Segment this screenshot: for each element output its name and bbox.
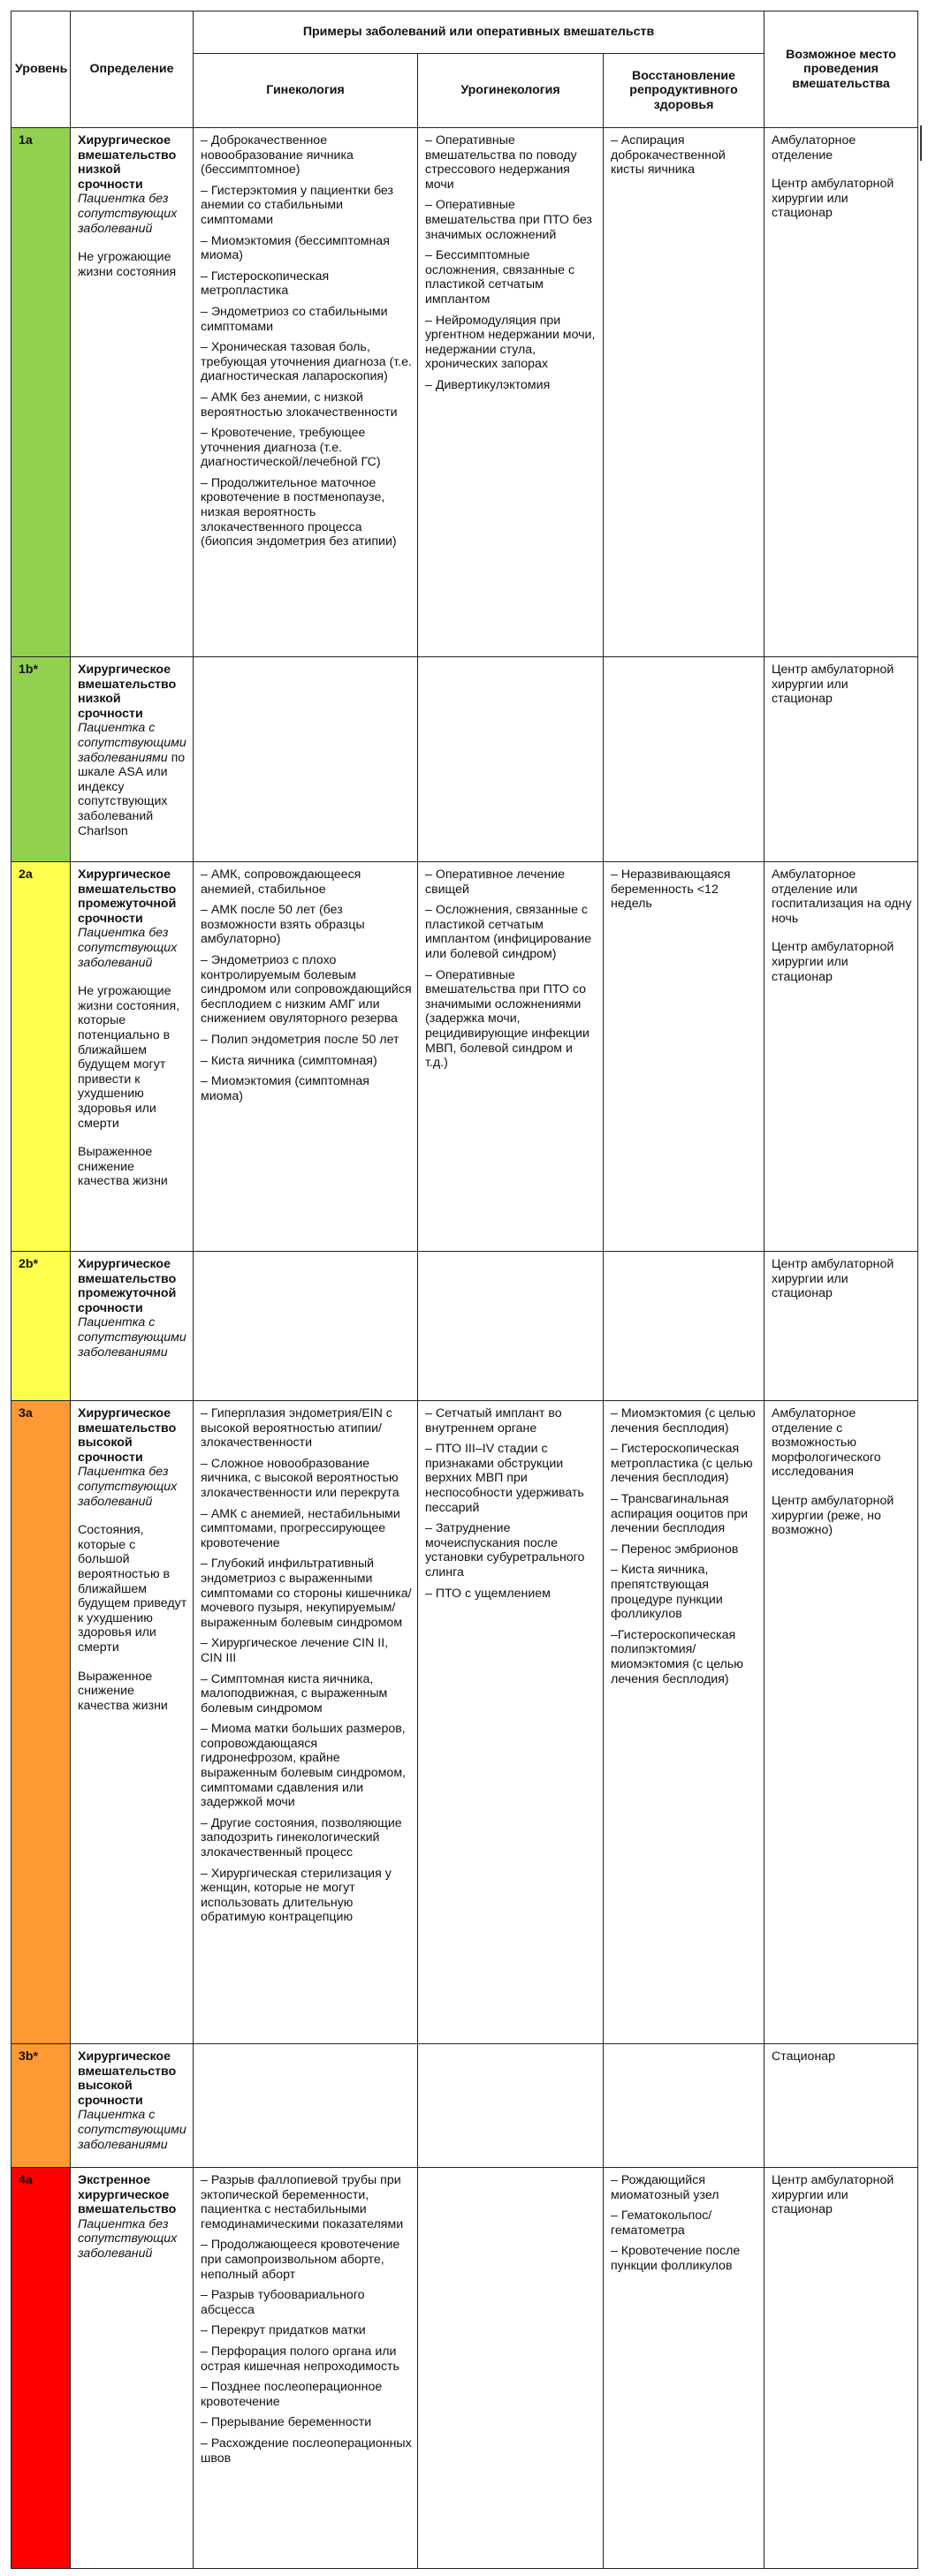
urogynecology-cell [418,657,604,862]
definition-subtitle [78,192,187,236]
gynecology-cell [194,1252,418,1401]
list-item: – Осложнения, связанные с пластикой сетчатым имплантом (инфицирование или болевой синдром) [425,903,592,961]
reproductive-cell [604,657,764,862]
list-item: – Глубокий инфильтративный эндометриоз с выраженными симптомами со стороны кишечника/мочевого пузыря, некупируемым/выраженным болевым синдромом [201,1557,412,1630]
list-item: – Перфорация полого органа или острая кишечная непроходимость [201,2344,399,2374]
level-cell: 3a [11,1401,71,2044]
list-item: – Оперативные вмешательства по поводу стрессового недержания мочи [425,133,577,192]
comorbidity-label: Пациентка без сопутствующих заболеваний [78,1465,178,1509]
definition-subtitle [78,1465,187,1509]
list-item: – Эндометриоз со стабильными симптомами [201,304,388,334]
list-item: – Трансвагинальная аспирация ооцитов при лечении бесплодия [611,1491,749,1536]
place-cell [764,2044,918,2168]
list-item: – Бессимптомные осложнения, связанные с пластикой сетчатым имплантом [425,248,575,307]
list-item: – Разрыв тубоовариального абсцесса [201,2288,365,2317]
place-item: Центр амбулаторной хирургии или стационар [772,1257,894,1301]
list-item: – АМК после 50 лет (без возможности взять образцы амбулаторно) [201,903,365,947]
comorbidity-detail: по шкале ASA или индексу сопутствующих заболеваний Charlson [78,750,186,838]
list-item: – АМК, сопровождающееся анемией, стабильное [201,868,361,897]
header-examples-group: Примеры заболеваний или оперативных вмешательств [194,11,764,54]
comorbidity-label: Пациентка с сопутствующими заболеваниями [78,1315,186,1360]
table-body [11,128,918,2569]
list-item: – Рождающийся миоматозный узел [611,2173,719,2202]
urogynecology-cell [418,2168,604,2569]
definition-title: Хирургическое вмешательство низкой срочности [78,133,177,192]
list-item: – Нейромодуляция при ургентном недержании мочи, недержании стула, хронических запорах [425,313,596,372]
gynecology-cell [194,128,418,657]
definition-title: Хирургическое вмешательство промежуточной срочности [78,1257,177,1315]
reproductive-cell [604,1401,764,2044]
list-item: – Полип эндометрия после 50 лет [201,1032,399,1047]
definition-title: Хирургическое вмешательство высокой срочности [78,2049,177,2108]
comorbidity-label: Пациентка с сопутствующими заболеваниями [78,2108,186,2152]
gynecology-cell [194,1401,418,2044]
definition-subtitle [78,721,187,838]
list-item: – Позднее послеоперационное кровотечение [201,2380,383,2409]
place-item: Центр амбулаторной хирургии или стационар [772,663,894,707]
list-item: – Перенос эмбрионов [611,1542,739,1557]
urogynecology-cell [418,862,604,1252]
place-cell [764,657,918,862]
header-place: Возможное место проведения вмешательства [764,11,918,128]
place-cell [764,1401,918,2044]
header-level: Уровень [11,11,71,128]
place-cell [764,2168,918,2569]
place-item: Центр амбулаторной хирургии или стационар [772,2173,894,2217]
definition-cell [71,657,194,862]
definition-subtitle [78,2108,187,2152]
definition-cell [71,1252,194,1401]
place-item: Центр амбулаторной хирургии (реже, но возможно) [772,1493,894,1538]
list-item: – Миома матки больших размеров, сопровождающаяся гидронефрозом, крайне выраженным болевым синдромом, симптомами сдавления или задержкой мочи [201,1722,407,1810]
list-item: – Перекрут придатков матки [201,2323,366,2338]
level-cell: 2a [11,862,71,1252]
list-item: – Миомэктомия (с целью лечения бесплодия) [611,1406,756,1436]
place-cell [764,1252,918,1401]
definition-title: Экстренное хирургическое вмешательство [78,2173,177,2217]
list-item: – Киста яичника, препятствующая процедуре пункции фолликулов [611,1563,723,1622]
definition-cell [71,2044,194,2168]
header-definition: Определение [71,11,194,128]
list-item: – Оперативное лечение свищей [425,868,566,897]
gynecology-cell [194,2044,418,2168]
table-row [11,1401,918,2044]
list-item: – Сложное новообразование яичника, с высокой вероятностью злокачественности или перекрута [201,1456,399,1500]
list-item: – Кровотечение после пункции фолликулов [611,2244,741,2273]
triage-table [11,11,918,2569]
list-item: – Гистероскопическая метропластика (с целью лечения бесплодия) [611,1442,753,1486]
table-row [11,2168,918,2569]
list-item: – Миомэктомия (бессимптомная миома) [201,233,390,263]
definition-note: Выраженное снижение качества жизни [78,1145,168,1189]
list-item: – Неразвивающаяся беременность <12 недель [611,868,731,912]
definition-note: Состояния, которые с большой вероятностью в ближайшем будущем приведут к ухудшению здоровья или смерти [78,1523,187,1655]
gynecology-cell [194,657,418,862]
definition-title: Хирургическое вмешательство промежуточной срочности [78,868,177,926]
definition-note: Не угрожающие жизни состояния, которые потенциально в ближайшем будущем могут привести к ухудшению здоровья или смерти [78,984,180,1131]
list-item: – Разрыв фаллопиевой трубы при эктопической беременности, пациентка с нестабильными гемодинамическими показателями [201,2173,404,2231]
scrollbar-marker [920,125,922,161]
definition-cell [71,128,194,657]
header-urogynecology: Урогинекология [418,54,604,128]
list-item: – Аспирация доброкачественной кисты яичника [611,133,726,178]
list-item: – АМК с анемией, нестабильными симптомами, прогрессирующее кровотечение [201,1506,400,1550]
urogynecology-cell [418,128,604,657]
list-item: – ПТО с ущемлением [425,1586,551,1601]
comorbidity-label: Пациентка с сопутствующими заболеваниями [78,721,186,765]
gynecology-cell [194,2168,418,2569]
place-item: Центр амбулаторной хирургии или стационар [772,177,894,221]
list-item: –Гистероскопическая полипэктомия/ миомэктомия (с целью лечения бесплодия) [611,1627,743,1686]
table-row [11,657,918,862]
list-item: – Оперативные вмешательства при ПТО без значимых осложнений [425,198,592,242]
definition-cell [71,2168,194,2569]
list-item: – Прерывание беременности [201,2415,372,2430]
place-cell [764,862,918,1252]
list-item: – ПТО III–IV стадии с признаками обструкции верхних МВП при неспособности удерживать пессарий [425,1442,584,1515]
list-item: – Хирургическое лечение CIN II, CIN III [201,1636,389,1665]
level-cell: 2b* [11,1252,71,1401]
list-item: – Доброкачественное новообразование яичника (бессимптомное) [201,133,354,178]
list-item: – Сетчатый имплант во внутреннем органе [425,1406,562,1436]
list-item: – Гиперплазия эндометрия/EIN с высокой вероятностью атипии/злокачественности [201,1406,392,1451]
list-item: – Оперативные вмешательства при ПТО со значимыми осложнениями (задержка мочи, рецидивирующие инфекции МВП, болевой синдром и т.д.) [425,967,590,1071]
list-item: – Продолжительное маточное кровотечение в постменопаузе, низкая вероятность злокачественного процесса (биопсия эндометрия без атипии) [201,475,397,549]
level-cell: 1a [11,128,71,657]
list-item: – Кровотечение, требующее уточнения диагноза (т.е. диагностической/лечебной ГС) [201,426,381,470]
place-item: Центр амбулаторной хирургии или стационар [772,940,894,984]
place-item: Амбулаторное отделение или госпитализация на одну ночь [772,868,912,926]
list-item: – Хирургическая стерилизация у женщин, которые не могут использовать длительную обратимую контрацепцию [201,1866,392,1925]
table-row [11,862,918,1252]
reproductive-cell [604,1252,764,1401]
list-item: – Продолжающееся кровотечение при самопроизвольном аборте, неполный аборт [201,2238,400,2282]
header-gynecology: Гинекология [194,54,418,128]
comorbidity-label: Пациентка без сопутствующих заболеваний [78,2216,178,2261]
reproductive-cell [604,128,764,657]
table-row [11,128,918,657]
definition-cell [71,862,194,1252]
urogynecology-cell [418,1401,604,2044]
reproductive-cell [604,2044,764,2168]
reproductive-cell [604,2168,764,2569]
reproductive-cell [604,862,764,1252]
level-cell: 3b* [11,2044,71,2168]
definition-note: Выраженное снижение качества жизни [78,1669,168,1713]
level-cell: 1b* [11,657,71,862]
list-item: – Киста яичника (симптомная) [201,1053,377,1068]
list-item: – Эндометриоз с плохо контролируемым болевым синдромом или сопровождающийся бесплодием с низким АМГ или снижением овуляторного резерва [201,952,412,1027]
list-item: – Затруднение мочеиспускания после установки субуретрального слинга [425,1521,585,1580]
place-cell [764,128,918,657]
comorbidity-label: Пациентка без сопутствующих заболеваний [78,192,178,236]
definition-note: Не угрожающие жизни состояния [78,250,177,279]
header-reproductive: Восстановление репродуктивного здоровья [604,54,764,128]
list-item: – Другие состояния, позволяющие заподозрить гинекологический злокачественный процесс [201,1815,402,1860]
definition-subtitle [78,926,187,970]
comorbidity-label: Пациентка без сопутствующих заболеваний [78,926,178,970]
table-row [11,2044,918,2168]
list-item: – Гистероскопическая метропластика [201,269,330,299]
list-item: – Хроническая тазовая боль, требующая уточнения диагноза (т.е. диагностическая лапароскопия) [201,340,412,384]
level-cell: 4a [11,2168,71,2569]
place-item: Амбулаторное отделение [772,133,856,163]
urogynecology-cell [418,1252,604,1401]
definition-title: Хирургическое вмешательство низкой срочности [78,663,177,721]
definition-cell [71,1401,194,2044]
list-item: – Гистерэктомия у пациентки без анемии со стабильными симптомами [201,183,393,227]
list-item: – Гематокольпос/ гематометра [611,2209,712,2238]
place-item: Амбулаторное отделение с возможностью морфологического исследования [772,1406,881,1480]
definition-subtitle [78,2217,187,2262]
place-item: Стационар [772,2049,836,2064]
list-item: – АМК без анемии, с низкой вероятностью злокачественности [201,390,398,420]
urogynecology-cell [418,2044,604,2168]
list-item: – Симптомная киста яичника, малоподвижная, с выраженным болевым синдромом [201,1671,388,1716]
list-item: – Дивертикулэктомия [425,377,551,392]
list-item: – Миомэктомия (симптомная миома) [201,1074,369,1103]
table-row [11,1252,918,1401]
definition-title: Хирургическое вмешательство высокой срочности [78,1406,177,1465]
gynecology-cell [194,862,418,1252]
definition-subtitle [78,1315,187,1360]
list-item: – Расхождение послеоперационных швов [201,2436,412,2466]
